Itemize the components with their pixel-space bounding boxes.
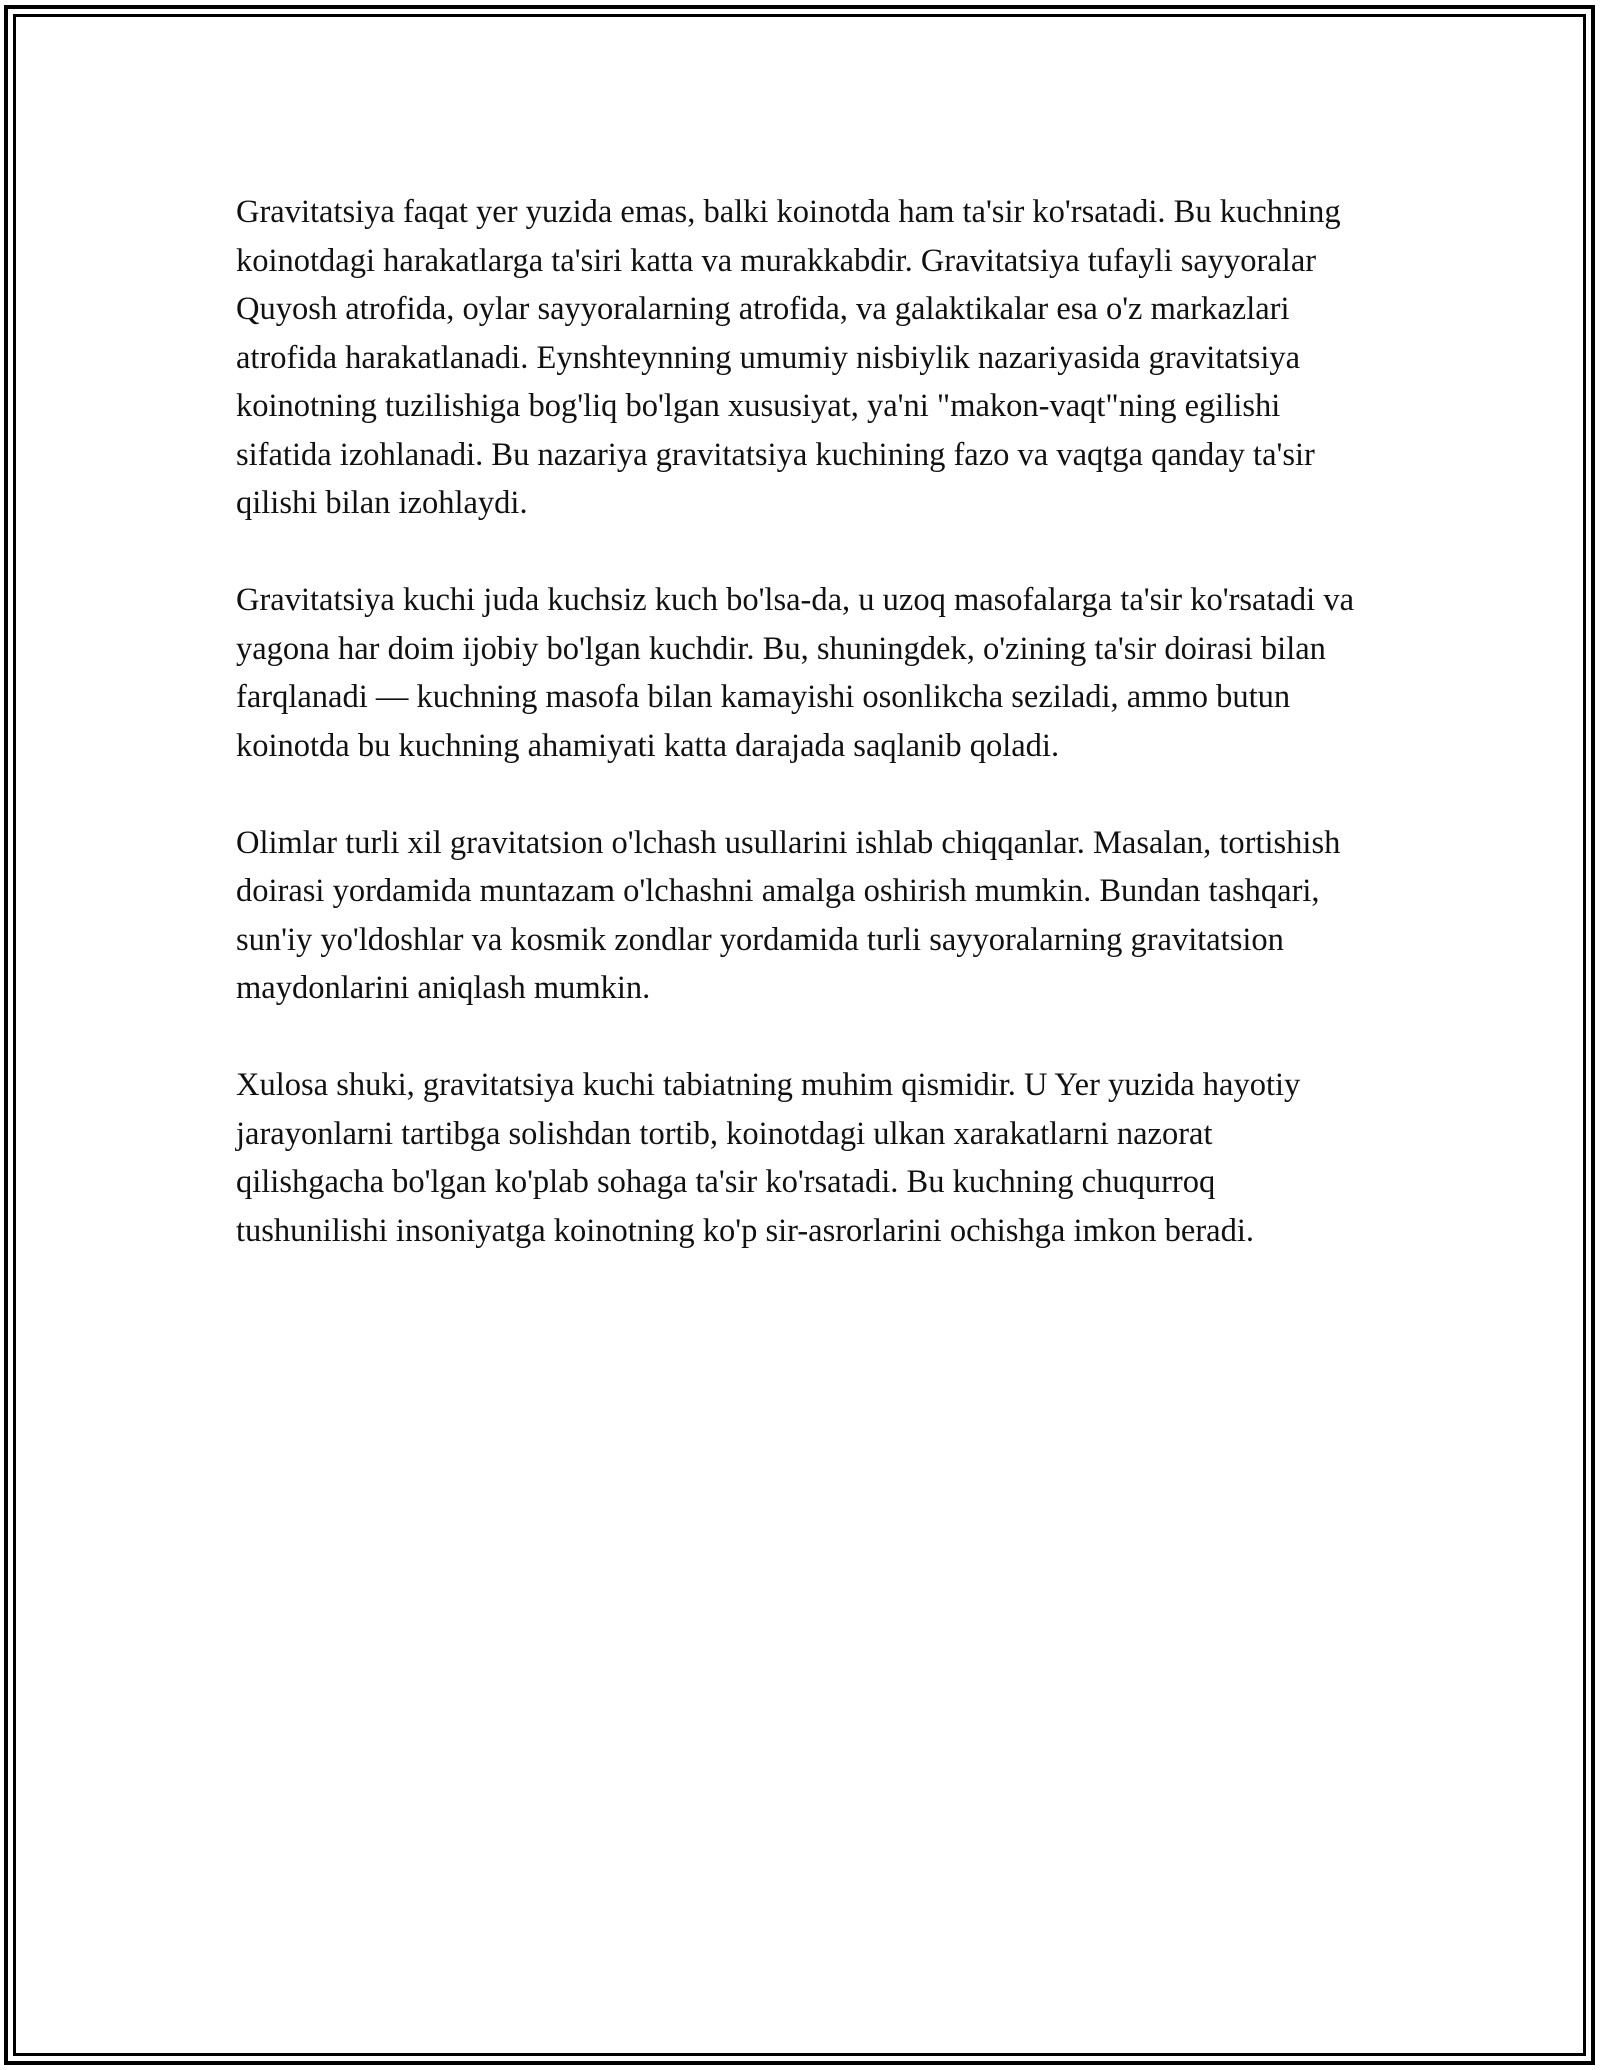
- document-body: [236, 188, 1366, 1255]
- paragraph-3: Olimlar turli xil gravitatsion o'lchash usullarini ishlab chiqqanlar. Masalan, tortishish doirasi yordamida muntazam o'lchashni amalga oshirish mumkin. Bundan tashqari, sun'iy yo'ldoshlar va kosmik zondlar yordamida turli sayyoralarning gravitatsion maydonlarini aniqlash mumkin.: [236, 824, 1341, 1006]
- paragraph-1: Gravitatsiya faqat yer yuzida emas, balki koinotda ham ta'sir ko'rsatadi. Bu kuchning koinotdagi harakatlarga ta'siri katta va murakkabdir. Gravitatsiya tufayli sayyoralar Quyosh atrofida, oylar sayyoralarning atrofida, va galaktikalar esa o'z markazlari atrofida harakatlanadi. Eynshteynning umumiy nisbiylik nazariyasida gravitatsiya koinotning tuzilishiga bog'liq bo'lgan xususiyat, ya'ni "makon-vaqt"ning egilishi sifatida izohlanadi. Bu nazariya gravitatsiya kuchining fazo va vaqtga qanday ta'sir qilishi bilan izohlaydi.: [236, 194, 1341, 521]
- paragraph-4: Xulosa shuki, gravitatsiya kuchi tabiatning muhim qismidir. U Yer yuzida hayotiy jarayonlarni tartibga solishdan tortib, koinotdagi ulkan xarakatlarni nazorat qilishgacha bo'lgan ko'plab sohaga ta'sir ko'rsatadi. Bu kuchning chuqurroq tushunilishi insoniyatga koinotning ko'p sir-asrorlarini ochishga imkon beradi.: [236, 1067, 1301, 1249]
- paragraph-2: Gravitatsiya kuchi juda kuchsiz kuch bo'lsa-da, u uzoq masofalarga ta'sir ko'rsatadi va yagona har doim ijobiy bo'lgan kuchdir. Bu, shuningdek, o'zining ta'sir doirasi bilan farqlanadi — kuchning masofa bilan kamayishi osonlikcha seziladi, ammo butun koinotda bu kuchning ahamiyati katta darajada saqlanib qoladi.: [236, 582, 1355, 764]
